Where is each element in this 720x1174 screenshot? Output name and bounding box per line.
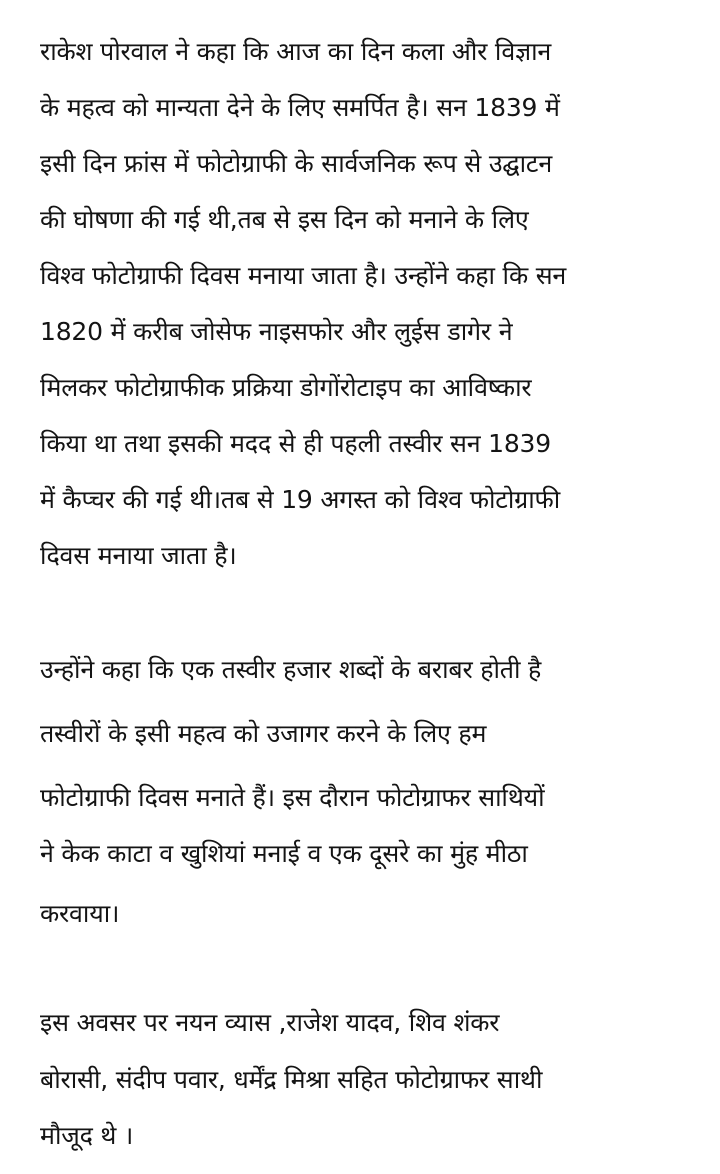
paragraph-1-line-10: दिवस मनाया जाता है। <box>40 541 237 570</box>
paragraph-1-line-9: में कैप्चर की गई थी।तब से 19 अगस्त को विश्व फोटोग्राफी <box>40 485 561 514</box>
paragraph-1-line-2: के महत्व को मान्यता देने के लिए समर्पित है। सन 1839 में <box>40 93 560 122</box>
paragraph-1-line-3: इसी दिन फ्रांस में फोटोग्राफी के सार्वजनिक रूप से उद्घाटन <box>40 149 552 178</box>
paragraph-1-line-7: मिलकर फोटोग्राफीक प्रक्रिया डोगोंरोटाइप का आविष्कार <box>40 373 532 402</box>
paragraph-3-line-3: मौजूद थे । <box>40 1121 134 1150</box>
paragraph-1-line-1: राकेश पोरवाल ने कहा कि आज का दिन कला और विज्ञान <box>40 37 552 66</box>
paragraph-3-line-1: इस अवसर पर नयन व्यास ,राजेश यादव, शिव शंकर <box>40 1008 500 1037</box>
paragraph-2-line-5: करवाया। <box>40 899 120 928</box>
paragraph-1-line-6: 1820 में करीब जोसेफ नाइसफोर और लुईस डागेर ने <box>40 317 513 346</box>
paragraph-1-line-4: की घोषणा की गई थी,तब से इस दिन को मनाने के लिए <box>40 205 529 234</box>
paragraph-2-line-2: तस्वीरों के इसी महत्व को उजागर करने के लिए हम <box>40 719 487 748</box>
paragraph-3-line-2: बोरासी, संदीप पवार, धर्मेंद्र मिश्रा सहित फोटोग्राफर साथी <box>40 1065 543 1094</box>
paragraph-2-line-3: फोटोग्राफी दिवस मनाते हैं। इस दौरान फोटोग्राफर साथियों <box>40 783 545 812</box>
paragraph-2-line-1: उन्होंने कहा कि एक तस्वीर हजार शब्दों के बराबर होती है <box>40 655 542 684</box>
paragraph-2-line-4: ने केक काटा व खुशियां मनाई व एक दूसरे का मुंह मीठा <box>40 839 528 868</box>
paragraph-1-line-8: किया था तथा इसकी मदद से ही पहली तस्वीर सन 1839 <box>40 429 551 458</box>
paragraph-1-line-5: विश्व फोटोग्राफी दिवस मनाया जाता है। उन्होंने कहा कि सन <box>40 261 567 290</box>
